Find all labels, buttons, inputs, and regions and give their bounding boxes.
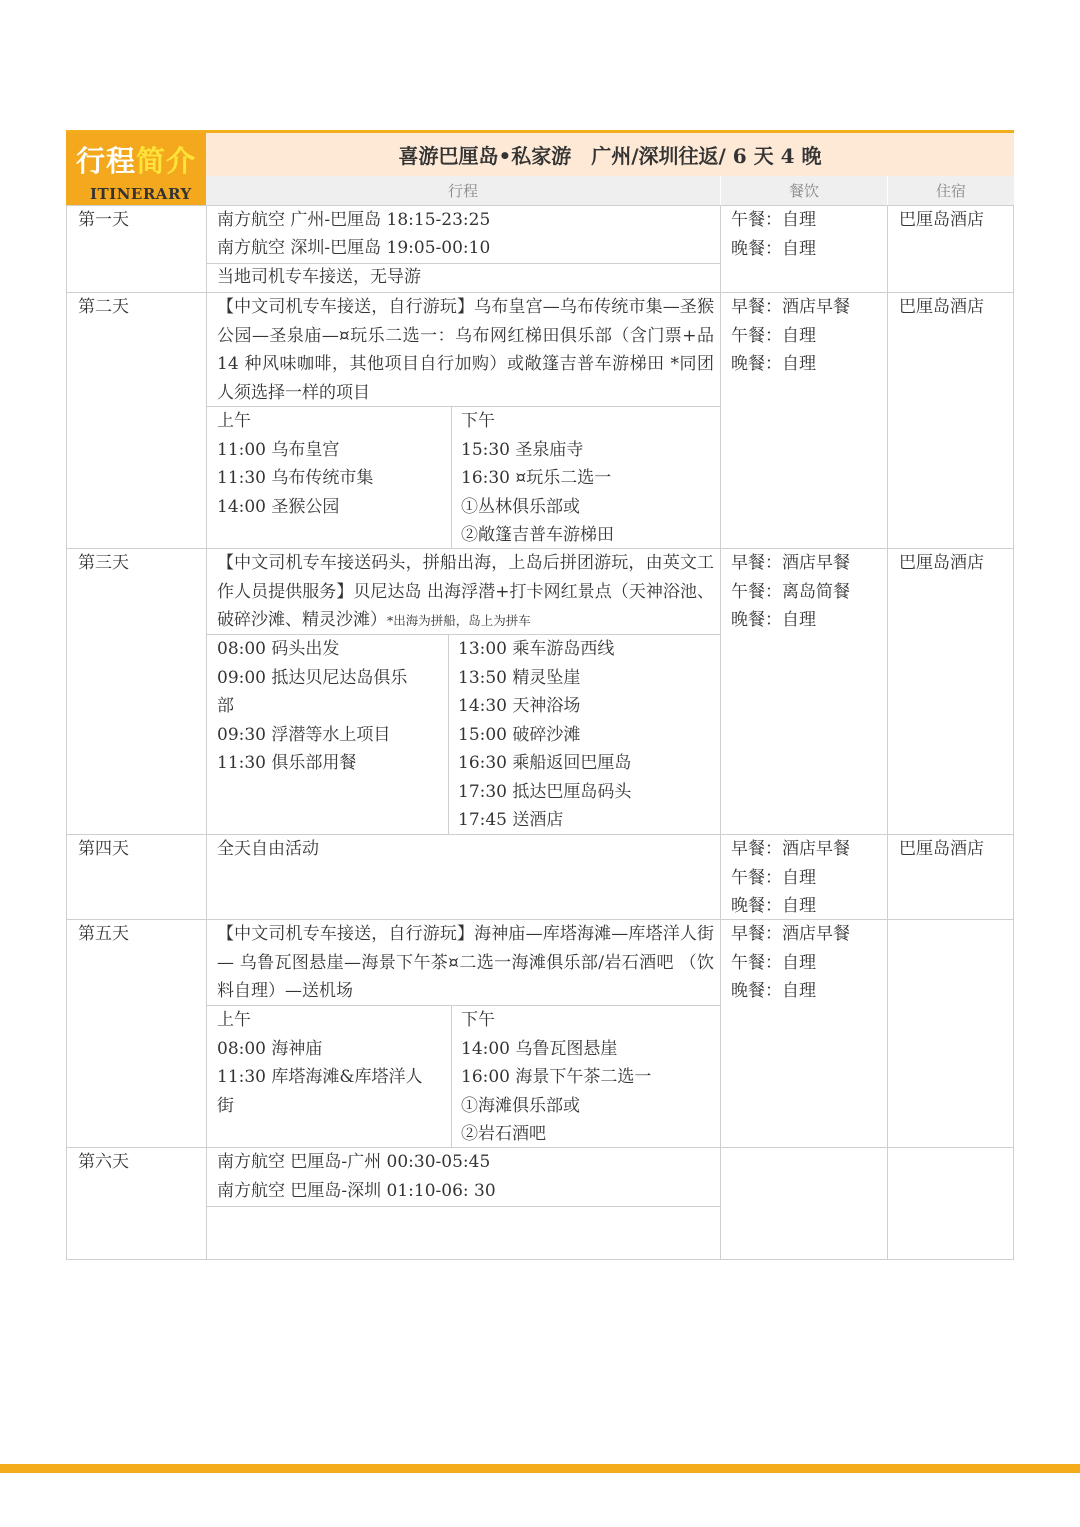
logo-english-title: ITINERARY bbox=[90, 185, 192, 203]
meals-cell: 早餐：酒店早餐 午餐：自理 晚餐：自理 bbox=[731, 839, 850, 916]
morning-schedule: 上午 08:00 海神庙 11:30 库塔海滩&库塔洋人 街 bbox=[217, 1010, 423, 1116]
hotel-cell: 巴厘岛酒店 bbox=[899, 553, 984, 573]
column-header-itinerary: 行程 bbox=[206, 176, 720, 205]
day-label: 第三天 bbox=[78, 553, 129, 573]
afternoon-schedule: 下午 15:30 圣泉庙寺 16:30 ¤玩乐二选一 ①丛林俱乐部或 ②敞篷吉普车游梯田 bbox=[461, 411, 614, 545]
day-label: 第六天 bbox=[78, 1152, 129, 1172]
morning-schedule: 08:00 码头出发 09:00 抵达贝尼达岛俱乐 部 09:30 浮潜等水上项目 11:30 俱乐部用餐 bbox=[217, 639, 408, 773]
column-header-hotel: 住宿 bbox=[888, 176, 1014, 205]
afternoon-schedule: 下午 14:00 乌鲁瓦图悬崖 16:00 海景下午茶二选一 ①海滩俱乐部或 ②岩石酒吧 bbox=[461, 1010, 652, 1144]
column-header-meals: 餐饮 bbox=[721, 176, 887, 205]
morning-schedule: 上午 11:00 乌布皇宫 11:30 乌布传统市集 14:00 圣猴公园 bbox=[217, 411, 374, 517]
flight-line: 南方航空 广州-巴厘岛 18:15-23:25 bbox=[217, 210, 491, 230]
transfer-note: 当地司机专车接送，无导游 bbox=[217, 267, 421, 287]
day-description: 【中文司机专车接送，自行游玩】乌布皇宫—乌布传统市集—圣猴公园—圣泉庙—¤玩乐二选一：乌布网红梯田俱乐部（含门票+品 14 种风味咖啡，其他项目自行加购）或敞篷吉普车游梯田 *同团人须选择一样的项目 bbox=[217, 297, 714, 403]
hotel-cell: 巴厘岛酒店 bbox=[899, 210, 984, 230]
day-description: 【中文司机专车接送码头，拼船出海，上岛后拼团游玩，由英文工作人员提供服务】贝尼达岛 出海浮潜+打卡网红景点（天神浴池、破碎沙滩、精灵沙滩）*出海为拼船，岛上为拼车 bbox=[217, 553, 714, 630]
meals-cell: 早餐：酒店早餐 午餐：自理 晚餐：自理 bbox=[731, 924, 850, 1001]
tour-title: 喜游巴厘岛•私家游 广州/深圳往返/ 6 天 4 晚 bbox=[206, 133, 1014, 176]
logo-chinese-title: 行程简介 bbox=[76, 144, 197, 178]
day-label: 第一天 bbox=[78, 210, 129, 230]
day-label: 第四天 bbox=[78, 839, 129, 859]
itinerary-logo bbox=[66, 133, 206, 205]
meals-cell: 午餐：自理 晚餐：自理 bbox=[731, 210, 816, 259]
day-label: 第五天 bbox=[78, 924, 129, 944]
footer-accent-bar bbox=[0, 1464, 1080, 1473]
day-description: 全天自由活动 bbox=[217, 839, 319, 859]
hotel-cell: 巴厘岛酒店 bbox=[899, 297, 984, 317]
meals-cell: 早餐：酒店早餐 午餐：自理 晚餐：自理 bbox=[731, 297, 850, 374]
day-description: 【中文司机专车接送，自行游玩】海神庙—库塔海滩—库塔洋人街— 乌鲁瓦图悬崖—海景下午茶¤二选一海滩俱乐部/岩石酒吧 （饮料自理）—送机场 bbox=[217, 924, 714, 1001]
boat-note: *出海为拼船，岛上为拼车 bbox=[387, 613, 531, 628]
flight-line: 南方航空 巴厘岛-广州 00:30-05:45 bbox=[217, 1152, 491, 1172]
day-label: 第二天 bbox=[78, 297, 129, 317]
meals-cell: 早餐：酒店早餐 午餐：离岛简餐 晚餐：自理 bbox=[731, 553, 850, 630]
hotel-cell: 巴厘岛酒店 bbox=[899, 839, 984, 859]
afternoon-schedule: 13:00 乘车游岛西线 13:50 精灵坠崖 14:30 天神浴场 15:00 破碎沙滩 16:30 乘船返回巴厘岛 17:30 抵达巴厘岛码头 17:45 送酒店 bbox=[458, 639, 632, 830]
flight-line: 南方航空 巴厘岛-深圳 01:10-06: 30 bbox=[217, 1181, 496, 1201]
flight-line: 南方航空 深圳-巴厘岛 19:05-00:10 bbox=[217, 238, 491, 258]
